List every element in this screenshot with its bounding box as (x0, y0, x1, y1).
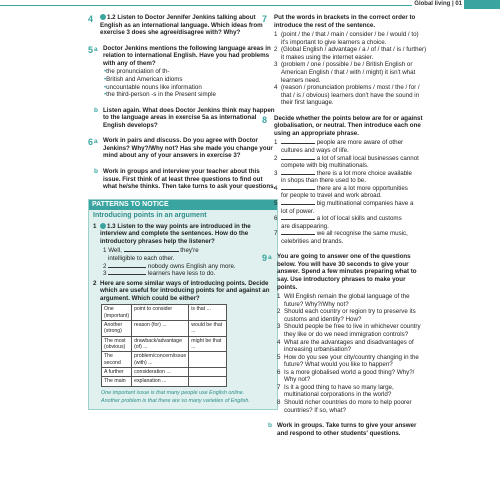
audio-icon[interactable] (100, 223, 106, 229)
language-areas-list (100, 68, 278, 98)
patterns-heading: PATTERNS TO NOTICE (89, 200, 277, 211)
exercise-5b-text: Listen again. What does Doctor Jenkins think may happen to the language areas in exercise 5a as international English develops? (103, 106, 275, 129)
exercise-8 (262, 115, 427, 246)
list-item: 5 How do you see your city/country changing in the future? What would you like to happen? (277, 353, 419, 369)
answer-blank[interactable] (108, 274, 146, 275)
list-item: • the third-person -s in the Present simple (104, 91, 278, 99)
exercise-number: 4 (88, 14, 94, 24)
exercise-letter: b (268, 422, 272, 430)
list-item: • the pronunciation of th- (104, 68, 278, 76)
table-row: The second problem/concern/issue (with) ... (102, 352, 227, 368)
answer-blank[interactable] (281, 159, 315, 160)
exercise-6a (88, 137, 278, 160)
question-number: 1 (93, 222, 97, 230)
exercise-7-list (274, 31, 427, 107)
audio-icon[interactable] (100, 14, 106, 20)
patterns-q1: 1 1.3 Listen to the way points are introduced in the interview and complete the sentences. How do the introductory phrases help the listener? (93, 222, 251, 245)
list-item: 1 people are more aware of other cultures and ways of life. (274, 139, 404, 154)
table-row: The most (obvious) drawback/advantage (of) ... might be that ... (102, 336, 227, 352)
exercise-letter: b (94, 106, 98, 114)
exercise-6b (88, 168, 278, 191)
exercise-letter: a (268, 254, 272, 262)
exercise-5a (88, 45, 278, 99)
exercise-number: 9 (262, 253, 268, 264)
table-row: A further consideration ... (102, 368, 227, 377)
list-item: 6 a lot of local skills and customs are disappearing. (274, 215, 402, 230)
header-tab (464, 0, 500, 9)
list-item: 8 Should richer countries do more to help poorer countries? If so, what? (277, 399, 412, 414)
answer-blank[interactable] (124, 251, 179, 252)
list-item: 2 (Global English / advantage / a / of / that / is / further) it makes using the internet easier. (274, 46, 427, 61)
exercise-8-list (274, 139, 427, 245)
list-item: 7 Is it a good thing to have so many large, multinational corporations in the world? (277, 383, 394, 399)
sentence-3: 3 learners have less to do. (103, 270, 216, 278)
list-item: • British and American idioms (104, 76, 278, 84)
exercise-number: 8 (262, 114, 268, 125)
answer-blank[interactable] (281, 174, 315, 175)
list-item: 2 a lot of small local businesses cannot compete with big multinationals. (274, 154, 419, 170)
left-column (88, 14, 278, 410)
exercise-5b (88, 107, 278, 130)
patterns-q2: 2 Here are some similar ways of introducing points. Decide which are useful for introducing points for and against an argument. Which could be either? (93, 279, 270, 302)
exercise-9a-list (274, 293, 427, 414)
example-sentence-2: Another problem is that there are so many varieties of English. (101, 398, 250, 405)
exercise-letter: b (94, 168, 98, 175)
list-item: 2 Should each country or region try to preserve its customs and identity? How? (277, 308, 416, 323)
list-item: 4 (reason / pronunciation problems / most / the / for / that / is / obvious) learners don't have the sound in their first language. (274, 84, 420, 107)
question-number: 2 (93, 279, 97, 287)
exercise-letter: a (94, 138, 98, 146)
list-item: 3 there is a lot more choice available in shops than there used to be. (274, 169, 413, 185)
answer-blank[interactable] (281, 189, 315, 190)
answer-blank[interactable] (108, 267, 146, 268)
patterns-title: Introducing points in an argument (93, 212, 207, 220)
header-rule (0, 5, 412, 6)
list-item: 3 (problem / one / possible / be / British English or American English / that / with / might) it isn't what learners need. (274, 61, 416, 84)
gap-fill-sentences (93, 247, 273, 277)
list-item: 5 big multinational companies have a lot of power. (274, 199, 414, 215)
patterns-box (88, 199, 278, 410)
list-item: 6 Is a more globalised world a good thing? Why?/ Why not? (277, 368, 415, 384)
table-row: One (important) point to consider is that ... (102, 305, 227, 321)
list-item: 1 Will English remain the global language of the future? Why?/Why not? (277, 293, 410, 308)
list-item: 7 we all recognise the same music, celebrities and brands. (274, 230, 408, 245)
exercise-9a (262, 253, 427, 414)
exercise-4-text: 1.2 Listen to Doctor Jennifer Jenkins talking about English as an international language. Which ideas from exercise 3 does she agree/disagree with? Why? (100, 14, 263, 37)
exercise-9b-text: Work in groups. Take turns to give your answer and respond to other students' questions. (277, 422, 417, 437)
list-item: 3 Should people be free to live in whichever country they like or do we need immigration controls? (277, 323, 421, 338)
exercise-8-text: Decide whether the points below are for or against globalisation, or neutral. Then introduce each one using an appropriate phrase. (274, 114, 423, 137)
exercise-9a-text: You are going to answer one of the questions below. You will have 30 seconds to give your answer. Spend a few minutes preparing what to say. Use introductory phrases to make your points. (277, 253, 417, 291)
answer-blank[interactable] (281, 219, 315, 220)
table-row: The main explanation ... (102, 377, 227, 386)
right-column (262, 14, 427, 445)
list-item: • uncountable nouns like information (104, 84, 278, 92)
answer-blank[interactable] (281, 234, 315, 235)
exercise-6b-text: Work in groups and interview your teacher about this issue. First think of at least three questions to find out what he/she thinks. Then take turns to ask your questions. (103, 168, 276, 191)
list-item: 4 there are a lot more opportunities for people to travel and work abroad. (274, 184, 408, 200)
answer-blank[interactable] (281, 143, 315, 144)
header-title: Global living | 01 (414, 1, 462, 7)
phrases-table (101, 304, 227, 386)
exercise-5a-text: Doctor Jenkins mentions the following language areas in relation to international English. Have you had problems with any of them? (103, 44, 271, 67)
list-item: 1 (point / the / that / main / consider / be / would / to) it's important to give learners a choice. (274, 31, 419, 46)
exercise-6a-text: Work in pairs and discuss. Do you agree with Doctor Jenkins? Why?/Why not? Has she made you change your mind about any of your answers in exercise 3? (103, 137, 273, 160)
exercise-9b (262, 422, 427, 437)
example-sentence-1: One important issue is that many people use English online. (101, 389, 245, 396)
sentence-2: 2 nobody owns English any more. (103, 262, 236, 270)
answer-blank[interactable] (281, 204, 315, 205)
sentence-1: 1 Well, they're (103, 247, 199, 255)
exercise-number: 6 (88, 137, 94, 148)
exercise-7 (262, 14, 427, 107)
table-row: Another (strong) reason (for) ... would be that ... (102, 321, 227, 337)
list-item: 4 What are the advantages and disadvantages of increasing urbanisation? (277, 338, 414, 354)
exercise-4 (88, 14, 278, 37)
page-header (0, 0, 500, 10)
exercise-number: 5 (88, 44, 94, 55)
sentence-1-cont: intelligible to each other. (108, 255, 175, 262)
exercise-7-text: Put the words in brackets in the correct order to introduce the rest of the sentence. (274, 14, 416, 29)
exercise-number: 7 (262, 14, 268, 24)
exercise-letter: a (94, 45, 98, 53)
